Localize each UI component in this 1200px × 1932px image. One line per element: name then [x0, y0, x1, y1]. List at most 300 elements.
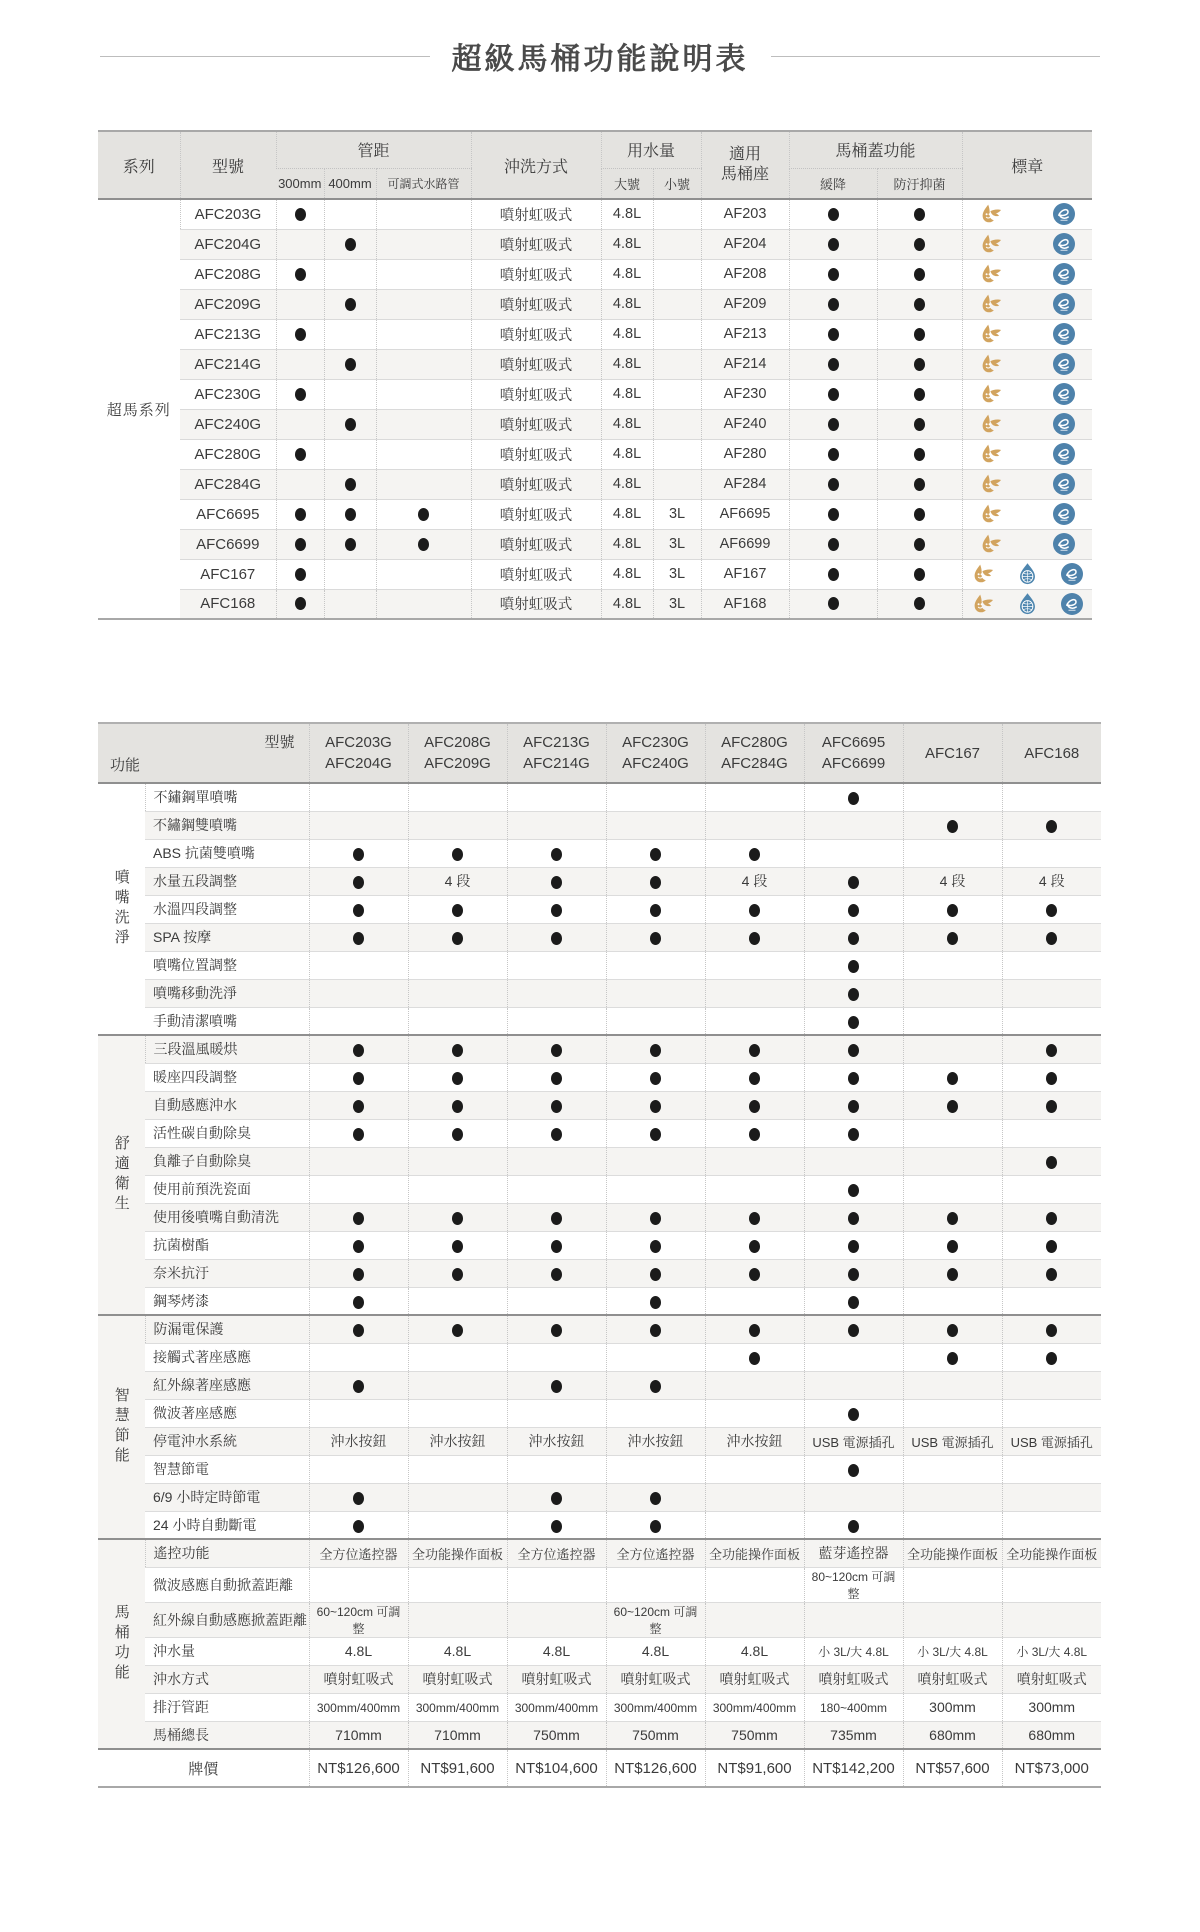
seat-cell: AF168 [701, 589, 789, 619]
col-header-antibacterial: 防汙抑菌 [877, 168, 962, 199]
feature-value-cell [1002, 1602, 1101, 1637]
series-row [98, 439, 1092, 469]
water-saving-mark-icon [979, 262, 1003, 286]
page [0, 34, 1200, 1788]
feature-value-cell [606, 783, 705, 811]
feature-value: 300mm/400mm [514, 1701, 599, 1715]
feature-dot [1046, 1100, 1057, 1113]
feature-dot [749, 1212, 760, 1225]
feature-value-cell [408, 1035, 507, 1063]
feature-dot [650, 1072, 661, 1085]
series-row [98, 199, 1092, 229]
flush-type-cell: 噴射虹吸式 [471, 229, 601, 259]
feature-value-cell [606, 1119, 705, 1147]
marks-group [965, 442, 1091, 466]
feature-label: 暖座四段調整 [145, 1063, 309, 1091]
feature-row [98, 1315, 1101, 1343]
col-header-pipe-distance: 管距 [276, 131, 471, 168]
corner-function-label: 功能 [110, 757, 141, 774]
big-flush-cell: 4.8L [601, 319, 653, 349]
feature-dot [947, 1324, 958, 1337]
feature-value-cell [804, 1063, 903, 1091]
model-column-header: AFC208G AFC209G [408, 723, 507, 783]
feature-dot [947, 1352, 958, 1365]
marks-cell [962, 589, 1092, 619]
model-cell: AFC168 [180, 589, 276, 619]
feature-dot [353, 1212, 364, 1225]
pipe-300-cell [276, 409, 324, 439]
price-value-cell: NT$126,600 [309, 1749, 408, 1787]
feature-value-cell [606, 1567, 705, 1602]
pipe-400-cell [324, 379, 376, 409]
feature-dot [551, 1212, 562, 1225]
feature-value-cell [507, 1693, 606, 1721]
seat-cell: AF284 [701, 469, 789, 499]
soft-close-cell [789, 529, 877, 559]
model-cell: AFC209G [180, 289, 276, 319]
feature-label: 遙控功能 [145, 1539, 309, 1567]
feature-value-cell [705, 951, 804, 979]
feature-value-cell [804, 923, 903, 951]
feature-value-cell [507, 811, 606, 839]
series-table-header [98, 131, 1092, 199]
feature-value-cell [804, 1483, 903, 1511]
feature-value-cell [903, 1665, 1002, 1693]
big-flush-cell: 4.8L [601, 499, 653, 529]
feature-label: 水溫四段調整 [145, 895, 309, 923]
feature-dot [1046, 1268, 1057, 1281]
feature-value: 680mm [929, 1726, 976, 1743]
feature-row [98, 1602, 1101, 1637]
feature-value-cell [606, 1721, 705, 1749]
pipe-400-cell [324, 529, 376, 559]
feature-value: 680mm [1028, 1726, 1076, 1743]
marks-cell [962, 409, 1092, 439]
feature-value-cell [309, 951, 408, 979]
water-saving-mark-icon [979, 442, 1003, 466]
feature-row [98, 895, 1101, 923]
feature-value: 4.8L [443, 1643, 472, 1659]
model-column-header: AFC213G AFC214G [507, 723, 606, 783]
feature-dot [828, 418, 839, 431]
feature-value: USB 電源插孔 [911, 1434, 994, 1450]
feature-dot [947, 1072, 958, 1085]
pipe-adjustable-cell [376, 589, 471, 619]
feature-value-cell [1002, 951, 1101, 979]
feature-value-cell [1002, 1035, 1101, 1063]
feature-label: 沖水方式 [145, 1665, 309, 1693]
feature-value: 710mm [434, 1726, 481, 1743]
feature-value-cell [804, 1091, 903, 1119]
feature-value-cell [606, 1231, 705, 1259]
seat-cell: AF214 [701, 349, 789, 379]
feature-value-cell [309, 1602, 408, 1637]
feature-group-label: 馬桶功能 [98, 1539, 145, 1749]
pipe-400-cell [324, 409, 376, 439]
feature-value-cell [804, 1567, 903, 1602]
feature-value-cell [1002, 1063, 1101, 1091]
feature-dot [1046, 1324, 1057, 1337]
water-saving-mark-icon [979, 472, 1003, 496]
feature-value: 噴射虹吸式 [1016, 1671, 1087, 1687]
col-header-adjustable-pipe: 可調式水路管 [376, 168, 471, 199]
feature-dot [452, 1324, 463, 1337]
seat-cell: AF280 [701, 439, 789, 469]
model-cell: AFC6699 [180, 529, 276, 559]
feature-row [98, 1693, 1101, 1721]
feature-dot [650, 1296, 661, 1309]
col-header-400mm: 400mm [324, 168, 376, 199]
feature-label: 24 小時自動斷電 [145, 1511, 309, 1539]
flush-type-cell: 噴射虹吸式 [471, 409, 601, 439]
feature-dot [345, 538, 356, 551]
feature-value-cell [903, 1511, 1002, 1539]
feature-dot [650, 932, 661, 945]
feature-value-cell [606, 1455, 705, 1483]
feature-dot [345, 508, 356, 521]
feature-value-cell [1002, 1007, 1101, 1035]
feature-value-cell [507, 1721, 606, 1749]
feature-value-cell [408, 811, 507, 839]
flush-type-cell: 噴射虹吸式 [471, 289, 601, 319]
feature-dot [848, 1240, 859, 1253]
feature-value-cell [903, 1427, 1002, 1455]
feature-value-cell [1002, 1637, 1101, 1665]
feature-dot [848, 1016, 859, 1029]
model-cell: AFC6695 [180, 499, 276, 529]
feature-value-cell [606, 1483, 705, 1511]
feature-value: 60~120cm 可調整 [613, 1604, 698, 1636]
feature-value-cell [309, 811, 408, 839]
feature-row [98, 1259, 1101, 1287]
feature-value-cell [606, 1091, 705, 1119]
feature-dot [749, 1324, 760, 1337]
feature-value-cell [804, 1231, 903, 1259]
marks-cell [962, 319, 1092, 349]
feature-dot [353, 1324, 364, 1337]
feature-value-cell [1002, 1175, 1101, 1203]
feature-value-cell [705, 979, 804, 1007]
feature-value: 噴射虹吸式 [917, 1671, 988, 1687]
feature-value-cell [804, 1147, 903, 1175]
feature-value: 沖水按鈕 [330, 1433, 387, 1449]
feature-dot [947, 820, 958, 833]
model-cell: AFC284G [180, 469, 276, 499]
feature-value-cell [804, 1007, 903, 1035]
feature-row [98, 811, 1101, 839]
feature-group-label: 噴嘴洗淨 [98, 783, 145, 1035]
feature-dot [1046, 820, 1057, 833]
feature-value-cell [507, 867, 606, 895]
feature-dot [353, 1268, 364, 1281]
col-header-lid-functions: 馬桶蓋功能 [789, 131, 962, 168]
feature-value-cell [804, 1315, 903, 1343]
pipe-300-cell [276, 589, 324, 619]
pipe-adjustable-cell [376, 439, 471, 469]
feature-row [98, 951, 1101, 979]
col-header-water-usage: 用水量 [601, 131, 701, 168]
feature-table-body [98, 783, 1101, 1787]
big-flush-cell: 4.8L [601, 199, 653, 229]
feature-dot [452, 904, 463, 917]
feature-value-cell [903, 1203, 1002, 1231]
feature-value-cell [1002, 783, 1101, 811]
feature-dot [295, 568, 306, 581]
feature-dot [650, 1268, 661, 1281]
feature-value-cell [705, 895, 804, 923]
model-cell: AFC214G [180, 349, 276, 379]
feature-label: 微波感應自動掀蓋距離 [145, 1567, 309, 1602]
feature-dot [914, 208, 925, 221]
feature-value-cell [903, 1091, 1002, 1119]
feature-value-cell [606, 867, 705, 895]
feature-value-cell [804, 839, 903, 867]
feature-dot [914, 478, 925, 491]
feature-dot [749, 1072, 760, 1085]
feature-dot [828, 328, 839, 341]
feature-dot [650, 1044, 661, 1057]
feature-value-cell [903, 1637, 1002, 1665]
price-label: 牌價 [98, 1749, 309, 1787]
feature-value-cell [705, 1343, 804, 1371]
feature-value-cell [606, 1063, 705, 1091]
feature-row [98, 923, 1101, 951]
feature-value: 710mm [335, 1726, 382, 1743]
feature-row [98, 1539, 1101, 1567]
feature-value-cell [1002, 1399, 1101, 1427]
small-flush-cell: 3L [653, 589, 701, 619]
feature-value-cell [804, 1175, 903, 1203]
small-flush-cell [653, 229, 701, 259]
feature-value-cell [804, 1511, 903, 1539]
series-row [98, 349, 1092, 379]
feature-value-cell [309, 839, 408, 867]
feature-dot [749, 1268, 760, 1281]
feature-value-cell [507, 1203, 606, 1231]
feature-label: 接觸式著座感應 [145, 1343, 309, 1371]
col-header-soft-close: 緩降 [789, 168, 877, 199]
model-cell: AFC208G [180, 259, 276, 289]
feature-dot [295, 208, 306, 221]
water-saving-mark-icon [979, 202, 1003, 226]
marks-cell [962, 199, 1092, 229]
feature-value-cell [804, 1455, 903, 1483]
feature-value: 沖水按鈕 [726, 1433, 783, 1449]
seat-cell: AF203 [701, 199, 789, 229]
series-row [98, 409, 1092, 439]
feature-value-cell [903, 979, 1002, 1007]
price-value-cell: NT$91,600 [705, 1749, 804, 1787]
small-flush-cell: 3L [653, 559, 701, 589]
feature-dot [914, 238, 925, 251]
series-row [98, 499, 1092, 529]
feature-value-cell [507, 1007, 606, 1035]
feature-dot [551, 1240, 562, 1253]
eco-certification-mark-icon [1052, 442, 1076, 466]
feature-value-cell [903, 1147, 1002, 1175]
antibacterial-cell [877, 499, 962, 529]
feature-value: 噴射虹吸式 [521, 1671, 592, 1687]
feature-value-cell [705, 1287, 804, 1315]
pipe-adjustable-cell [376, 199, 471, 229]
feature-dot [452, 1128, 463, 1141]
feature-dot [1046, 1212, 1057, 1225]
feature-value-cell [507, 1399, 606, 1427]
soft-close-cell [789, 409, 877, 439]
feature-label: 奈米抗汙 [145, 1259, 309, 1287]
feature-value: USB 電源插孔 [1010, 1434, 1093, 1450]
model-cell: AFC240G [180, 409, 276, 439]
feature-value-cell [606, 1259, 705, 1287]
seat-cell: AF230 [701, 379, 789, 409]
feature-value-cell [705, 1231, 804, 1259]
feature-value: 80~120cm 可調整 [811, 1569, 896, 1601]
feature-value-cell [903, 1399, 1002, 1427]
model-cell: AFC167 [180, 559, 276, 589]
feature-dot [345, 418, 356, 431]
series-row [98, 259, 1092, 289]
feature-dot [551, 1492, 562, 1505]
feature-value-cell [606, 1007, 705, 1035]
soft-close-cell [789, 319, 877, 349]
feature-value-cell [903, 923, 1002, 951]
feature-value-cell [903, 1119, 1002, 1147]
feature-value: 4.8L [641, 1643, 670, 1659]
feature-dot [828, 388, 839, 401]
soft-close-cell [789, 439, 877, 469]
feature-value-cell [507, 1665, 606, 1693]
marks-cell [962, 289, 1092, 319]
feature-dot [848, 1268, 859, 1281]
feature-dot [848, 988, 859, 1001]
feature-value: 4 段 [1038, 873, 1065, 889]
feature-value-cell [408, 1231, 507, 1259]
seat-cell: AF204 [701, 229, 789, 259]
feature-dot [650, 1128, 661, 1141]
feature-value-cell [1002, 1203, 1101, 1231]
seat-cell: AF167 [701, 559, 789, 589]
eco-certification-mark-icon [1052, 292, 1076, 316]
feature-value-cell [309, 1203, 408, 1231]
feature-label: 智慧節電 [145, 1455, 309, 1483]
feature-dot [828, 508, 839, 521]
soft-close-cell [789, 379, 877, 409]
feature-dot [452, 1240, 463, 1253]
col-header-model: 型號 [180, 131, 276, 199]
feature-value-cell [1002, 1721, 1101, 1749]
feature-row [98, 1231, 1101, 1259]
feature-value-cell [903, 839, 1002, 867]
feature-value-cell [507, 783, 606, 811]
feature-value-cell [903, 1371, 1002, 1399]
feature-value-cell [804, 1602, 903, 1637]
feature-value-cell [408, 1063, 507, 1091]
feature-row [98, 839, 1101, 867]
col-header-flush-type: 沖洗方式 [471, 131, 601, 199]
marks-cell [962, 259, 1092, 289]
feature-dot [551, 904, 562, 917]
feature-value-cell [1002, 1427, 1101, 1455]
feature-dot [650, 904, 661, 917]
feature-value-cell [408, 1539, 507, 1567]
feature-value-cell [507, 1602, 606, 1637]
feature-value-cell [903, 1063, 1002, 1091]
feature-value-cell [507, 1511, 606, 1539]
feature-value: 4 段 [741, 873, 768, 889]
feature-value-cell [705, 1427, 804, 1455]
feature-label: 手動清潔噴嘴 [145, 1007, 309, 1035]
feature-dot [947, 1100, 958, 1113]
feature-value-cell [309, 1693, 408, 1721]
small-flush-cell: 3L [653, 499, 701, 529]
soft-close-cell [789, 199, 877, 229]
feature-dot [551, 1072, 562, 1085]
feature-value: 小 3L/大 4.8L [917, 1644, 988, 1659]
feature-value-cell [804, 1539, 903, 1567]
feature-value-cell [1002, 1315, 1101, 1343]
feature-value-cell [1002, 1371, 1101, 1399]
flush-type-cell: 噴射虹吸式 [471, 319, 601, 349]
feature-dot [551, 1128, 562, 1141]
pipe-adjustable-cell [376, 559, 471, 589]
feature-dot [749, 1240, 760, 1253]
marks-group [965, 472, 1091, 496]
feature-value: 噴射虹吸式 [719, 1671, 790, 1687]
feature-dot [353, 876, 364, 889]
feature-label: SPA 按摩 [145, 923, 309, 951]
feature-value: USB 電源插孔 [812, 1434, 895, 1450]
feature-value-cell [309, 1721, 408, 1749]
feature-dot [1046, 1072, 1057, 1085]
small-flush-cell [653, 409, 701, 439]
feature-value-cell [1002, 1539, 1101, 1567]
feature-dot [749, 1352, 760, 1365]
seat-cell: AF208 [701, 259, 789, 289]
feature-dot [914, 508, 925, 521]
feature-value-cell [903, 1602, 1002, 1637]
feature-dot [828, 478, 839, 491]
feature-matrix-table [98, 722, 1101, 1788]
feature-value-cell [606, 1203, 705, 1231]
feature-dot [828, 298, 839, 311]
pipe-300-cell [276, 529, 324, 559]
series-row [98, 529, 1092, 559]
feature-dot [551, 1100, 562, 1113]
feature-dot [848, 904, 859, 917]
pipe-300-cell [276, 379, 324, 409]
feature-value: 噴射虹吸式 [620, 1671, 691, 1687]
feature-value-cell [309, 1371, 408, 1399]
feature-value-cell [309, 923, 408, 951]
feature-value-cell [606, 895, 705, 923]
marks-group [965, 562, 1091, 586]
feature-dot [1046, 904, 1057, 917]
feature-value: 4.8L [542, 1643, 571, 1659]
feature-dot [295, 597, 306, 610]
col-header-300mm: 300mm [276, 168, 324, 199]
feature-value-cell [408, 1007, 507, 1035]
feature-label: ABS 抗菌雙噴嘴 [145, 839, 309, 867]
feature-value-cell [1002, 811, 1101, 839]
eco-certification-mark-icon [1052, 532, 1076, 556]
feature-dot [914, 597, 925, 610]
feature-value-cell [705, 1602, 804, 1637]
feature-value-cell [705, 1511, 804, 1539]
feature-value-cell [606, 1371, 705, 1399]
pipe-300-cell [276, 229, 324, 259]
water-saving-mark-icon [979, 322, 1003, 346]
soft-close-cell [789, 469, 877, 499]
